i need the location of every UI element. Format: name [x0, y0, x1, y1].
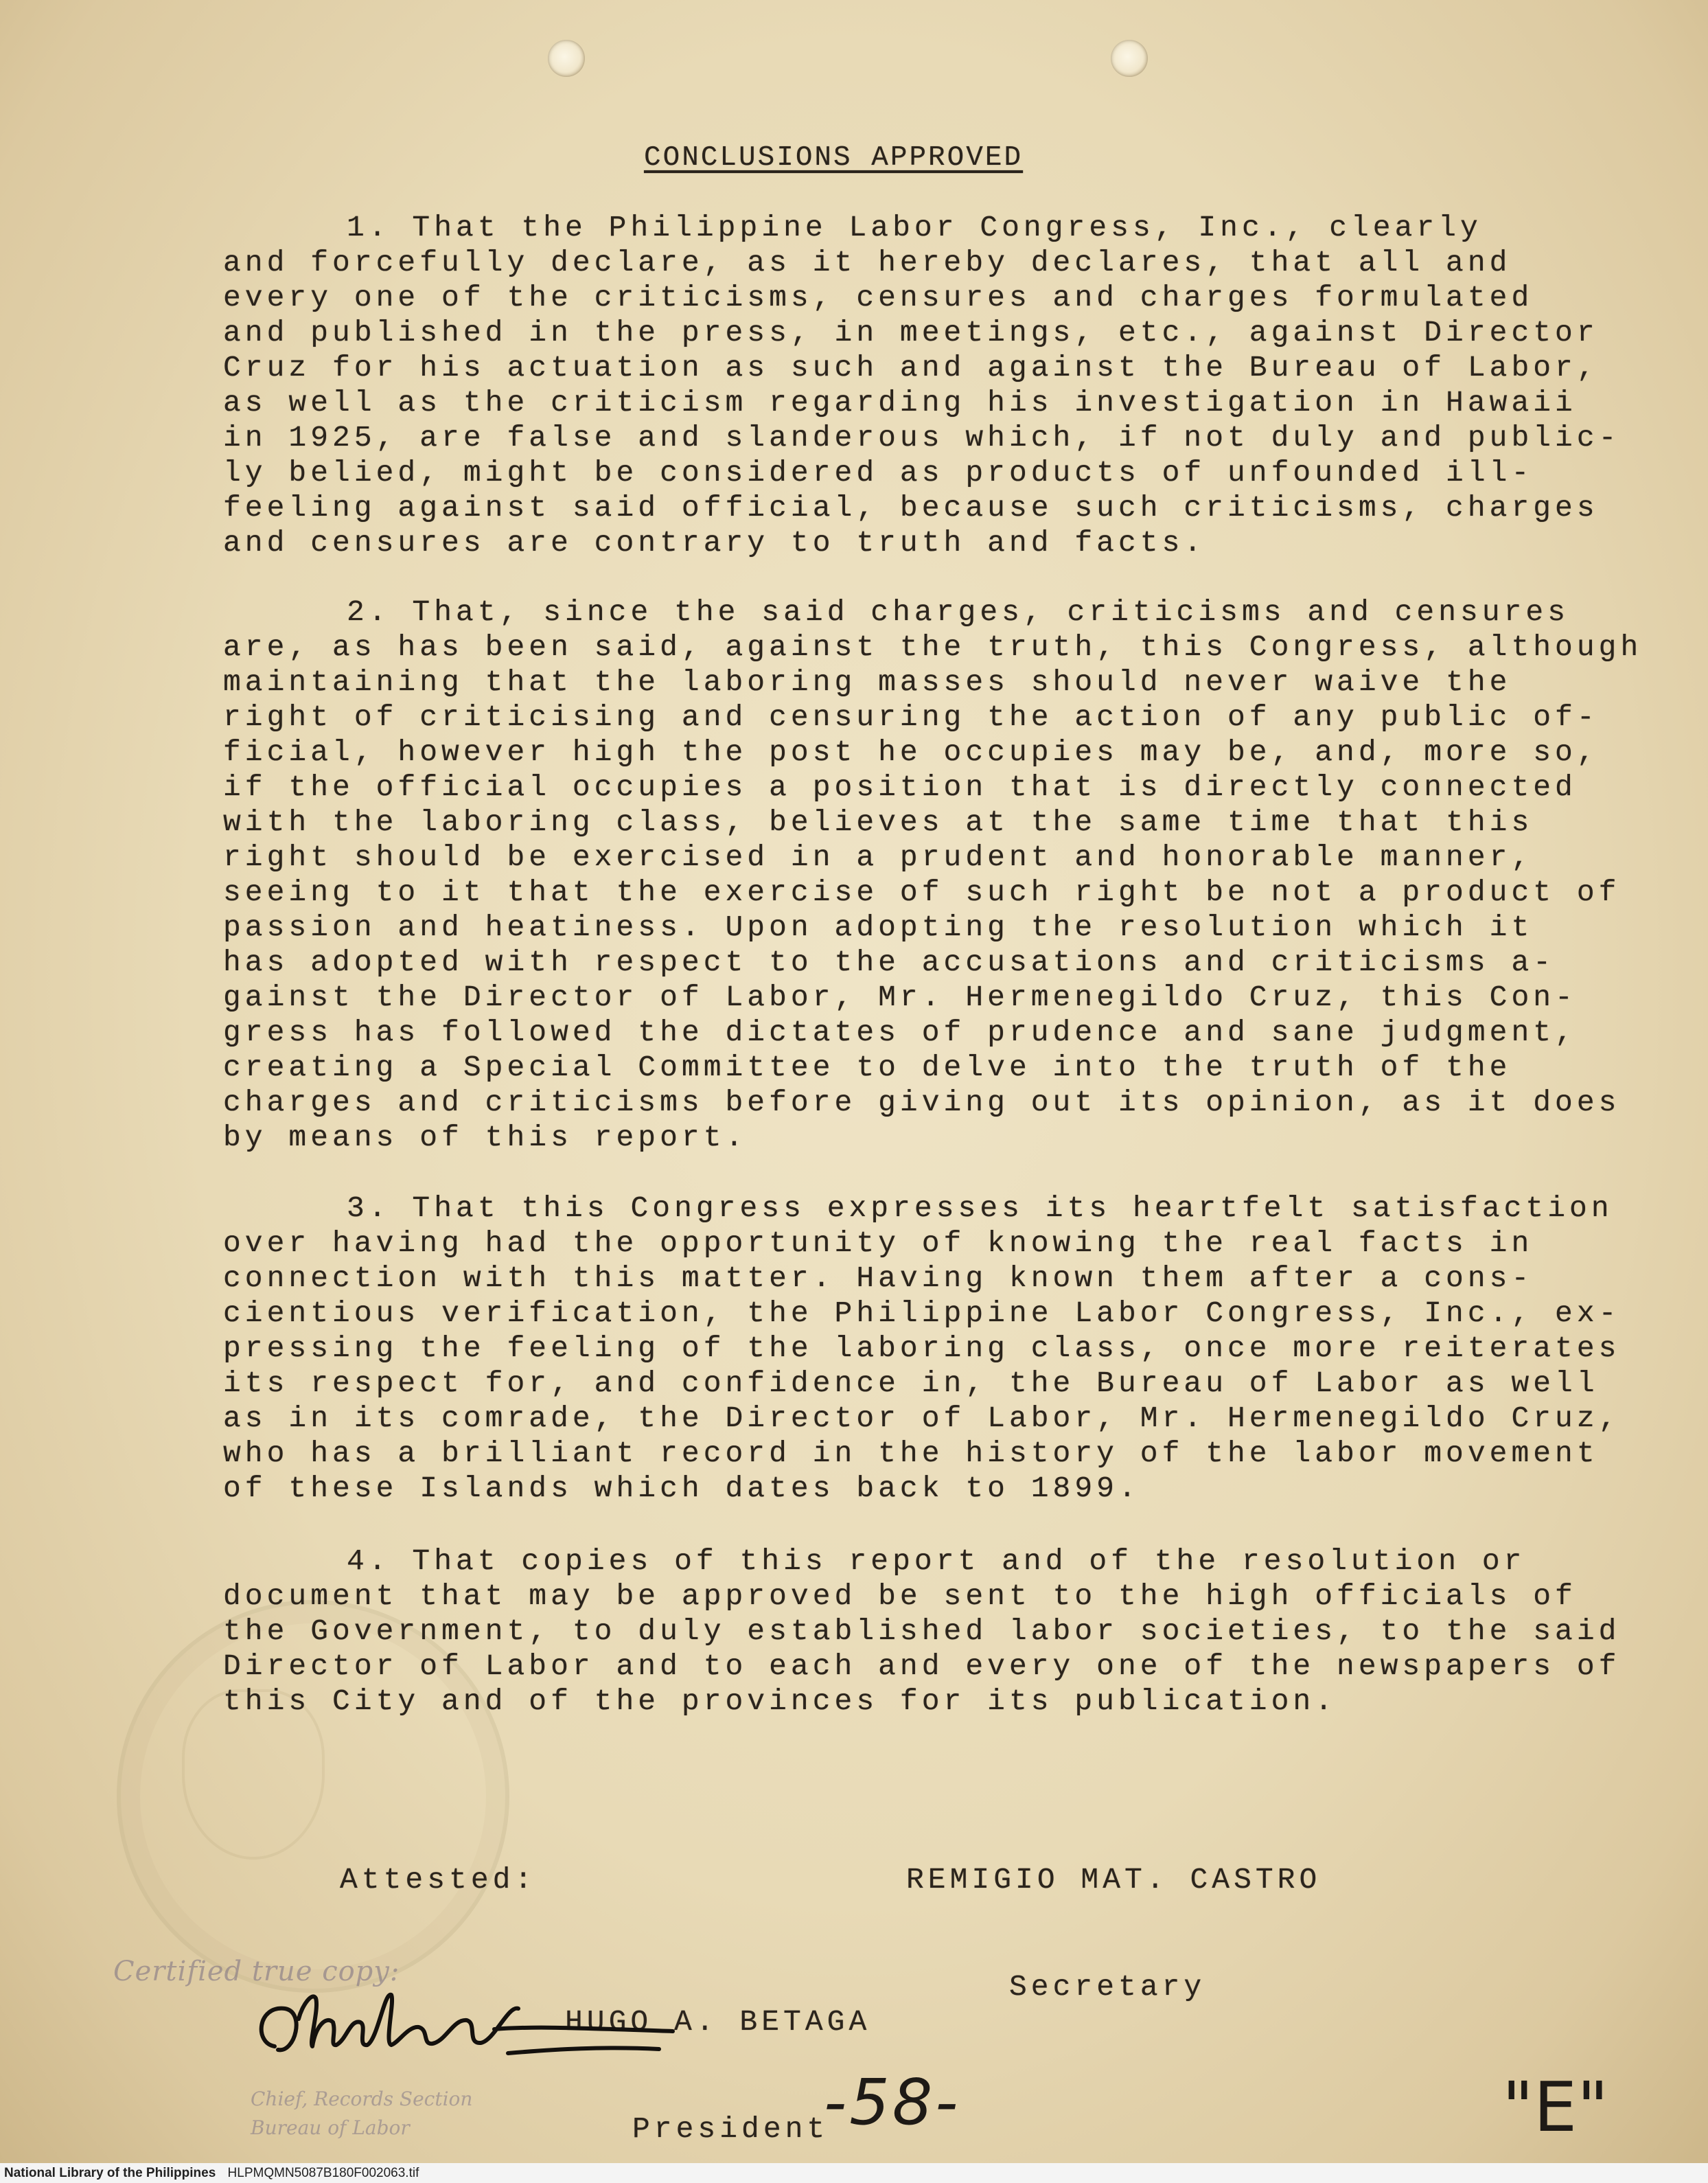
paragraph-2-line: has adopted with respect to the accusations and criticisms a- [223, 946, 1556, 979]
paragraph-3-line: 3. That this Congress expresses its heartfelt satisfaction [347, 1191, 1613, 1225]
handwritten-signature [247, 1978, 686, 2081]
document-title: CONCLUSIONS APPROVED [644, 142, 1024, 174]
punch-hole-left [548, 40, 585, 77]
stamp-line-bureau: Bureau of Labor [251, 2116, 410, 2139]
secretary-name: REMIGIO MAT. CASTRO [906, 1863, 1322, 1897]
records-section-stamp [251, 2085, 472, 2142]
paragraph-4-line: document that may be approved be sent to the high officials of [223, 1579, 1577, 1613]
paragraph-1-line: and censures are contrary to truth and facts. [223, 526, 1206, 560]
punch-hole-right [1111, 40, 1148, 77]
paragraph-1-line: 1. That the Philippine Labor Congress, Inc., clearly [347, 211, 1482, 244]
archive-footer [0, 2163, 1708, 2183]
president-name: HUGO A. BETAGA [565, 2005, 871, 2039]
paragraph-2-line: gainst the Director of Labor, Mr. Hermenegildo Cruz, this Con- [223, 981, 1577, 1014]
paragraph-3-line: as in its comrade, the Director of Labor, Mr. Hermenegildo Cruz, [223, 1402, 1621, 1435]
paragraph-1-line: feeling against said official, because such criticisms, charges [223, 491, 1599, 525]
paragraph-2-line: ficial, however high the post he occupies may be, and, more so, [223, 735, 1599, 769]
paragraph-2-line: are, as has been said, against the truth, this Congress, although [223, 630, 1643, 664]
paragraph-4-line: Director of Labor and to each and every one of the newspapers of [223, 1649, 1621, 1683]
exhibit-mark: "E" [1502, 2067, 1609, 2147]
paragraph-4 [223, 1544, 1620, 1719]
paragraph-2 [223, 595, 1642, 1155]
paragraph-4-line: this City and of the provinces for its publication. [223, 1684, 1337, 1718]
footer-file-id: HLPMQMN5087B180F002063.tif [227, 2166, 419, 2180]
secretary-signature-block [906, 1791, 1321, 2077]
paragraph-3-line: who has a brilliant record in the history of the labor movement [223, 1437, 1599, 1470]
paragraph-2-line: charges and criticisms before giving out its opinion, as it does [223, 1086, 1621, 1119]
paragraph-3-line: of these Islands which dates back to 1899. [223, 1472, 1140, 1505]
paragraph-1-line: as well as the criticism regarding his investigation in Hawaii [223, 386, 1577, 420]
president-title: President [632, 2112, 829, 2146]
paragraph-1-line: ly belied, might be considered as products of unfounded ill- [223, 456, 1534, 490]
paragraph-1 [223, 210, 1620, 560]
paragraph-2-line: 2. That, since the said charges, criticisms and censures [347, 595, 1570, 629]
paragraph-3-line: connection with this matter. Having known them after a cons- [223, 1261, 1534, 1295]
footer-institution: National Library of the Philippines [4, 2166, 216, 2180]
paragraph-1-line: in 1925, are false and slanderous which, if not duly and public- [223, 421, 1621, 455]
paragraph-2-line: creating a Special Committee to delve into the truth of the [223, 1051, 1512, 1084]
paragraph-1-line: every one of the criticisms, censures and charges formulated [223, 281, 1534, 315]
page-number: -58- [824, 2066, 961, 2139]
paragraph-3-line: over having had the opportunity of knowing the real facts in [223, 1226, 1534, 1260]
paragraph-3 [223, 1191, 1620, 1506]
paragraph-2-line: with the laboring class, believes at the same time that this [223, 805, 1534, 839]
paragraph-1-line: and forcefully declare, as it hereby declares, that all and [223, 246, 1512, 279]
paragraph-2-line: right of criticising and censuring the action of any public of- [223, 700, 1599, 734]
paragraph-1-line: Cruz for his actuation as such and against the Bureau of Labor, [223, 351, 1599, 385]
paragraph-2-line: right should be exercised in a prudent and honorable manner, [223, 841, 1534, 874]
paragraph-4-line: 4. That copies of this report and of the resolution or [347, 1544, 1526, 1578]
certified-true-copy-stamp: Certified true copy: [113, 1956, 400, 1987]
paragraph-2-line: seeing to it that the exercise of such right be not a product of [223, 876, 1621, 909]
attested-label: Attested: [340, 1863, 537, 1897]
stamp-line-chief: Chief, Records Section [251, 2088, 473, 2110]
paragraph-4-line: the Government, to duly established labor societies, to the said [223, 1614, 1621, 1648]
paragraph-2-line: if the official occupies a position that is directly connected [223, 770, 1577, 804]
paragraph-2-line: maintaining that the laboring masses should never waive the [223, 665, 1512, 699]
paragraph-2-line: gress has followed the dictates of prudence and sane judgment, [223, 1016, 1577, 1049]
paragraph-1-line: and published in the press, in meetings, etc., against Director [223, 316, 1599, 350]
secretary-title: Secretary [1009, 1970, 1206, 2004]
paragraph-2-line: passion and heatiness. Upon adopting the resolution which it [223, 911, 1534, 944]
paragraph-3-line: cientious verification, the Philippine Labor Congress, Inc., ex- [223, 1296, 1621, 1330]
paragraph-2-line: by means of this report. [223, 1121, 748, 1154]
paragraph-3-line: pressing the feeling of the laboring class, once more reiterates [223, 1331, 1621, 1365]
paragraph-3-line: its respect for, and confidence in, the Bureau of Labor as well [223, 1367, 1599, 1400]
